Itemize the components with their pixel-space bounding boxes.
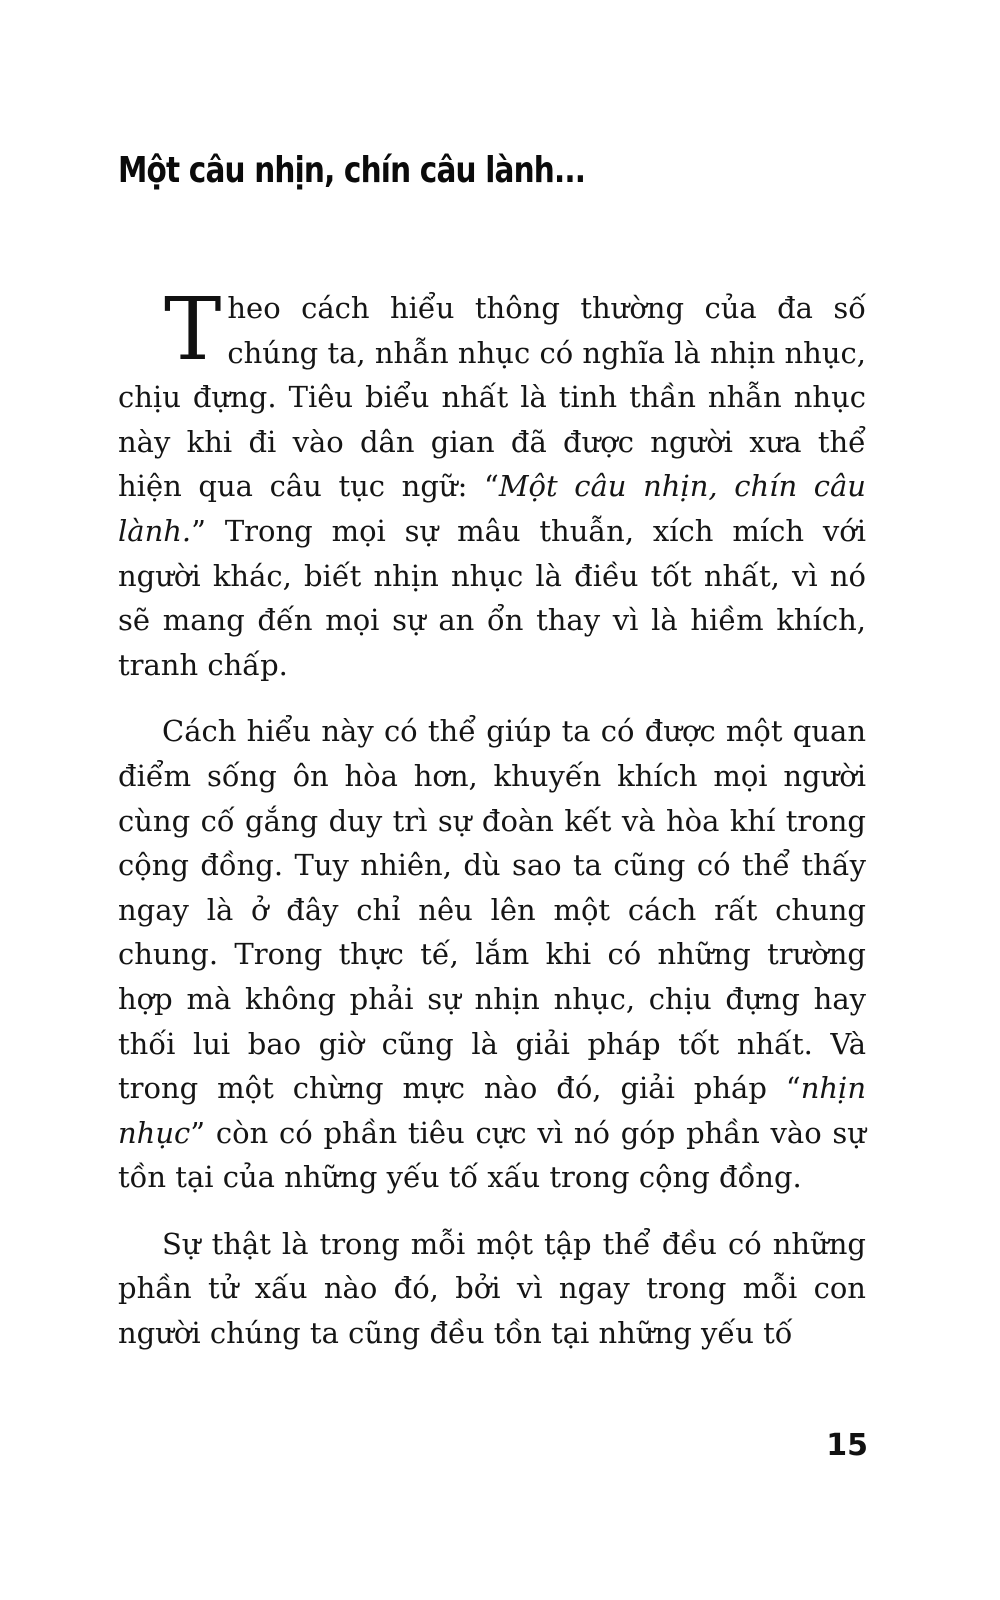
paragraph-3 (118, 1222, 866, 1356)
body-text (118, 280, 866, 1378)
drop-cap: T (164, 280, 222, 380)
paragraph-2 (118, 709, 866, 1200)
page-number: 15 (826, 1428, 868, 1463)
paragraph-1-italic-proverb: Một câu nhịn, chín câu lành. (118, 469, 866, 548)
paragraph-2-text-a: Cách hiểu này có thể giúp ta có được một quan điểm sống ôn hòa hơn, khuyến khích mọi người cùng cố gắng duy trì sự đoàn kết và hòa khí trong cộng đồng. Tuy nhiên, dù sao ta cũng có thể thấy ngay là ở đây chỉ nêu lên một cách rất chung chung. Trong thực tế, lắm khi có những trường hợp mà không phải sự nhịn nhục, chịu đựng hay thối lui bao giờ cũng là giải pháp tốt nhất. Và trong một chừng mực nào đó, giải pháp “ (118, 714, 866, 1106)
paragraph-1-text-a: heo cách hiểu thông thường của đa số chúng ta, nhẫn nhục có nghĩa là nhịn nhục, chịu đựng. Tiêu biểu nhất là tinh thần nhẫn nhục này khi đi vào dân gian đã được người xưa thể hiện qua câu tục ngữ: “ (118, 291, 866, 504)
paragraph-1-text-b: ” Trong mọi sự mâu thuẫn, xích mích với người khác, biết nhịn nhục là điều tốt nhất, vì nó sẽ mang đến mọi sự an ổn thay vì là hiềm khích, tranh chấp. (118, 513, 866, 682)
paragraph-2-text-b: ” còn có phần tiêu cực vì nó góp phần vào sự tồn tại của những yếu tố xấu trong cộng đồng. (118, 1115, 866, 1195)
paragraph-1 (118, 280, 866, 687)
paragraph-2-italic-term: nhịn nhục (118, 1071, 866, 1150)
paragraph-3-text: Sự thật là trong mỗi một tập thể đều có những phần tử xấu nào đó, bởi vì ngay trong mỗi con người chúng ta cũng đều tồn tại những yếu tố (118, 1226, 866, 1351)
chapter-title: Một câu nhịn, chín câu lành... (118, 150, 586, 191)
